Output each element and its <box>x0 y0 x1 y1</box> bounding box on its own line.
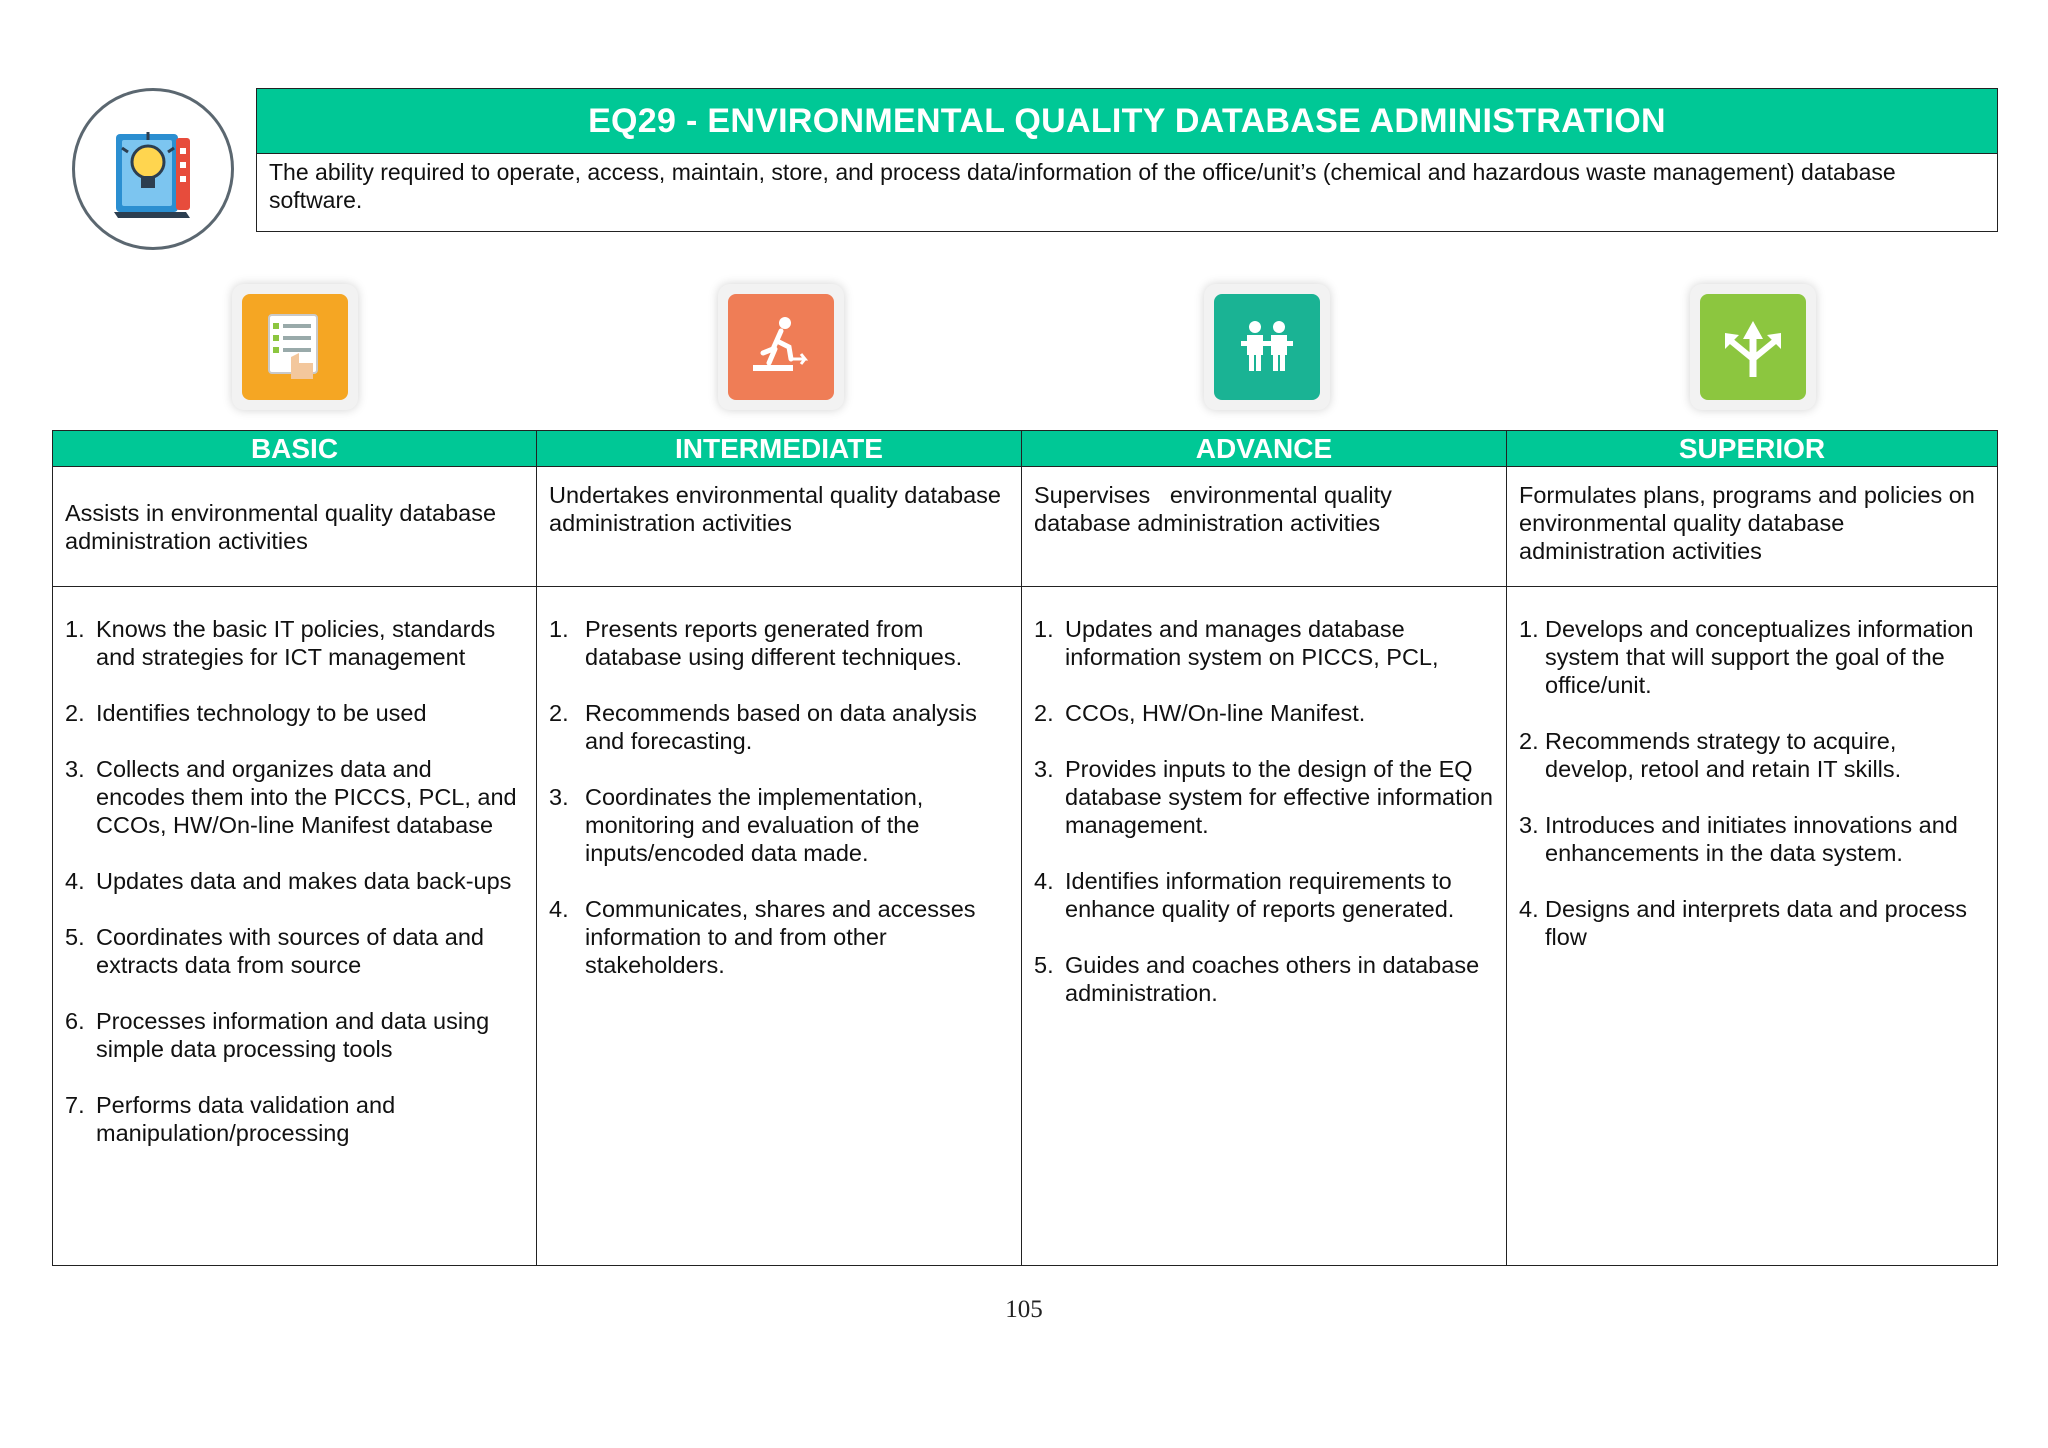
list-item <box>1034 755 1494 839</box>
level-description-intermediate: Undertakes environmental quality database administration activities <box>537 467 1022 587</box>
list-item <box>1034 951 1494 1007</box>
list-item <box>65 867 524 895</box>
list-item <box>65 923 524 979</box>
list-item <box>65 755 524 839</box>
item-text: Communicates, shares and accesses information to and from other stakeholders. <box>585 896 976 978</box>
lightbulb-book-icon <box>72 88 234 250</box>
list-item <box>1519 615 1985 699</box>
indicators-basic <box>53 587 537 1265</box>
item-number: 2. <box>1034 700 1054 726</box>
checklist-hand-icon <box>232 284 358 410</box>
proficiency-table <box>52 430 1998 1266</box>
level-header-basic: BASIC <box>53 431 537 467</box>
page-number: 105 <box>1005 1296 1043 1323</box>
list-item <box>65 1091 524 1147</box>
item-number: 2. <box>549 700 569 726</box>
indicators-intermediate <box>537 587 1022 1265</box>
item-text: Recommends strategy to acquire, develop, retool and retain IT skills. <box>1545 728 1902 782</box>
competency-header <box>256 88 1998 232</box>
level-header-advance: ADVANCE <box>1022 431 1507 467</box>
item-number: 4. <box>1034 868 1054 894</box>
item-text: Designs and interprets data and process flow <box>1545 896 1967 950</box>
indicator-list <box>53 587 536 1147</box>
list-item <box>65 699 524 727</box>
item-number: 6. <box>65 1008 85 1034</box>
item-text: Provides inputs to the design of the EQ database system for effective information management. <box>1065 756 1494 838</box>
level-description-advance: Supervises environmental quality database administration activities <box>1022 467 1507 587</box>
item-number: 3. <box>549 784 569 810</box>
item-text: Coordinates with sources of data and extracts data from source <box>96 924 484 978</box>
item-text: Guides and coaches others in database administration. <box>1065 952 1480 1006</box>
list-item <box>1519 811 1985 867</box>
item-text: Knows the basic IT policies, standards and strategies for ICT management <box>96 616 496 670</box>
indicators-superior <box>1507 587 1997 1265</box>
item-text: Collects and organizes data and encodes them into the PICCS, PCL, and CCOs, HW/On-line Manifest database <box>96 756 517 838</box>
list-item <box>549 783 1009 867</box>
list-item <box>549 615 1009 671</box>
indicator-list <box>1022 587 1506 1007</box>
level-description-basic <box>53 467 537 587</box>
item-text: CCOs, HW/On-line Manifest. <box>1065 700 1366 726</box>
item-number: 3. <box>1519 812 1539 838</box>
item-number: 2. <box>65 700 85 726</box>
item-number: 3. <box>1034 756 1054 782</box>
item-number: 3. <box>65 756 85 782</box>
item-number: 7. <box>65 1092 85 1118</box>
team-people-icon <box>1204 284 1330 410</box>
list-item <box>65 1007 524 1063</box>
list-item <box>65 615 524 671</box>
item-text: Coordinates the implementation, monitoring and evaluation of the inputs/encoded data made. <box>585 784 924 866</box>
item-number: 1. <box>65 616 85 642</box>
level-description-superior: Formulates plans, programs and policies on environmental quality database administration activities <box>1507 467 1997 587</box>
item-text: Presents reports generated from database using different techniques. <box>585 616 963 670</box>
item-text: Processes information and data using simple data processing tools <box>96 1008 490 1062</box>
item-number: 5. <box>1034 952 1054 978</box>
item-text: Updates and manages database information system on PICCS, PCL, <box>1065 616 1439 670</box>
list-item <box>1034 615 1494 671</box>
level-description-text: Assists in environmental quality database administration activities <box>65 499 497 554</box>
indicators-advance <box>1022 587 1507 1265</box>
item-text: Recommends based on data analysis and forecasting. <box>585 700 977 754</box>
item-number: 2. <box>1519 728 1539 754</box>
indicator-list <box>1507 587 1997 951</box>
list-item <box>1519 727 1985 783</box>
list-item <box>549 699 1009 755</box>
item-number: 5. <box>65 924 85 950</box>
indicator-list <box>537 587 1021 979</box>
diverging-arrows-icon <box>1690 284 1816 410</box>
item-text: Introduces and initiates innovations and enhancements in the data system. <box>1545 812 1958 866</box>
running-stairs-icon <box>718 284 844 410</box>
item-number: 1. <box>1034 616 1054 642</box>
item-number: 4. <box>549 896 569 922</box>
item-number: 1. <box>549 616 569 642</box>
item-text: Performs data validation and manipulation/processing <box>96 1092 396 1146</box>
list-item <box>1034 867 1494 923</box>
item-text: Identifies technology to be used <box>96 700 427 726</box>
competency-title: EQ29 - ENVIRONMENTAL QUALITY DATABASE ADMINISTRATION <box>257 89 1997 154</box>
item-text: Develops and conceptualizes information system that will support the goal of the office/unit. <box>1545 616 1974 698</box>
list-item <box>1519 895 1985 951</box>
item-number: 4. <box>1519 896 1539 922</box>
item-text: Updates data and makes data back-ups <box>96 868 512 894</box>
list-item <box>1034 699 1494 727</box>
competency-description: The ability required to operate, access, maintain, store, and process data/information of the office/unit’s (chemical and hazardous waste management) database software. <box>269 159 1896 213</box>
list-item <box>549 895 1009 979</box>
item-text: Identifies information requirements to enhance quality of reports generated. <box>1065 868 1455 922</box>
item-number: 4. <box>65 868 85 894</box>
level-header-intermediate: INTERMEDIATE <box>537 431 1022 467</box>
item-number: 1. <box>1519 616 1539 642</box>
level-header-superior: SUPERIOR <box>1507 431 1997 467</box>
